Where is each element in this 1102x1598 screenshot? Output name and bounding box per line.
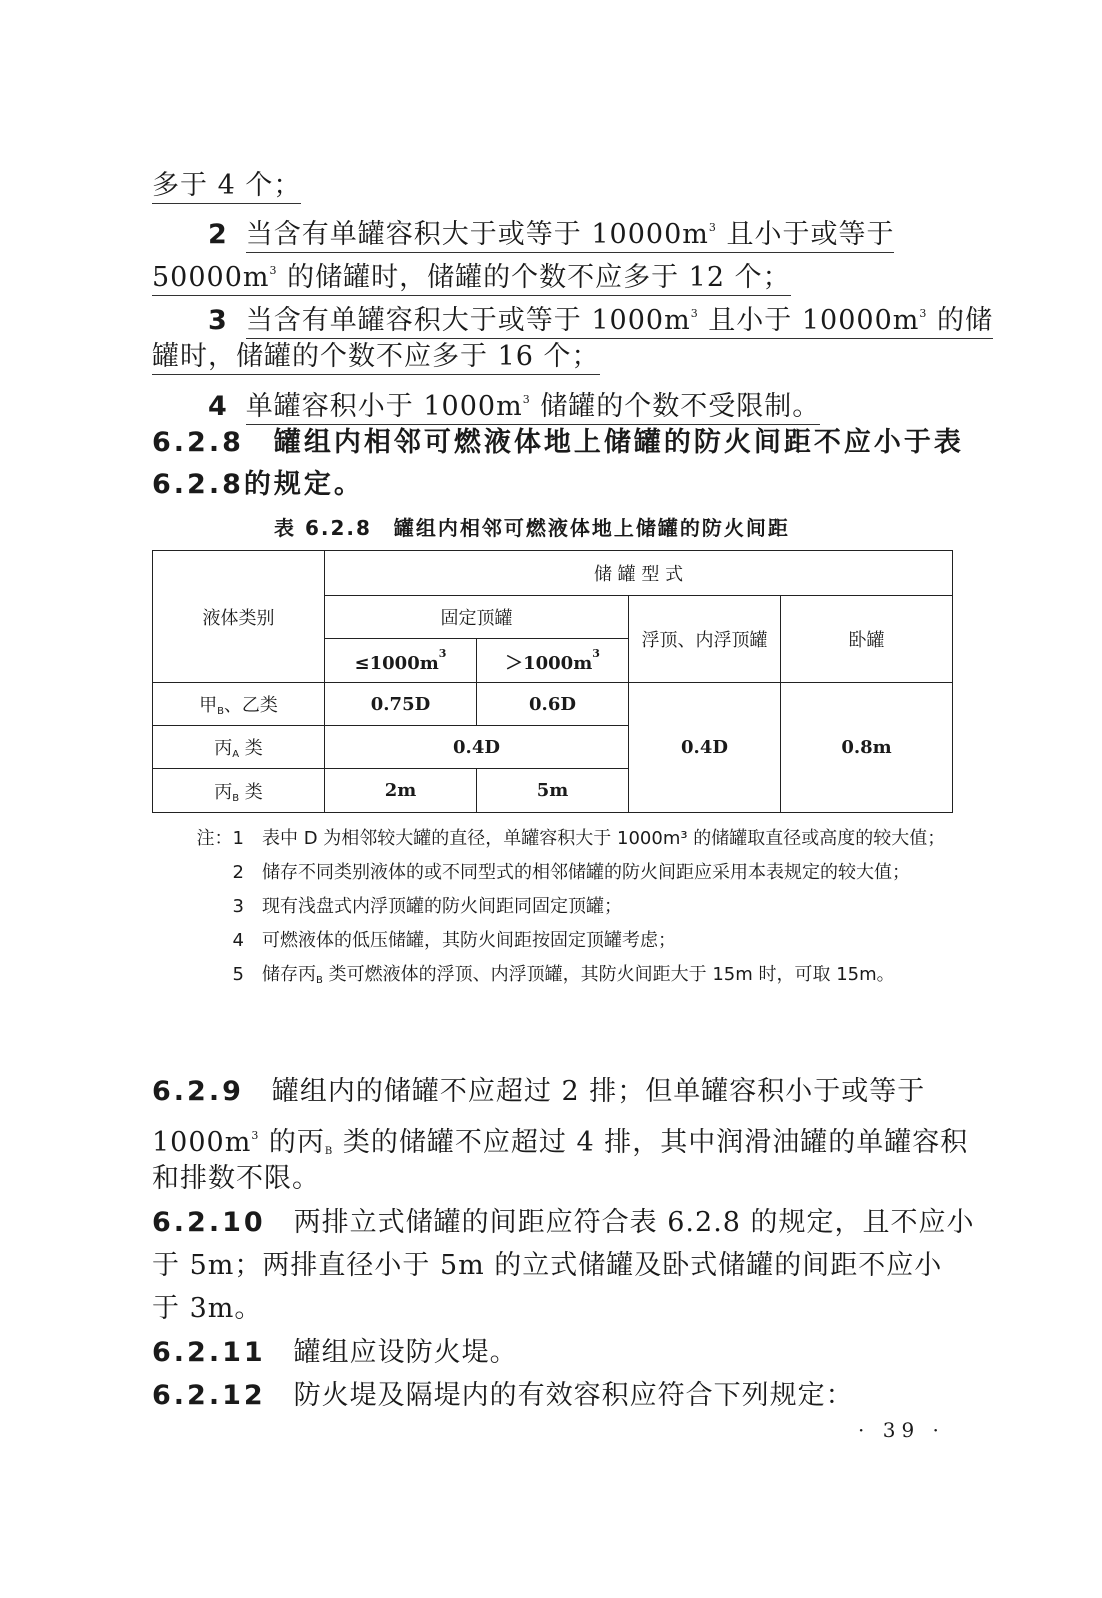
cell-horizontal-value: 0.8m bbox=[781, 683, 953, 813]
note-1: 注：1 表中 D 为相邻较大罐的直径，单罐容积大于 1000m³ 的储罐取直径或高度的较大值； bbox=[196, 828, 946, 849]
clause-6-2-9-line1: 6.2.9 罐组内的储罐不应超过 2 排；但单罐容积小于或等于 bbox=[152, 1076, 926, 1107]
cell-floating-value: 0.4D bbox=[629, 683, 781, 813]
table-notes bbox=[192, 822, 952, 998]
list-item-4: 4 单罐容积小于 $1000m^3$ 储罐的个数不受限制。 bbox=[208, 382, 820, 425]
clause-6-2-10-line2: 于 5m；两排直径小于 5m 的立式储罐及卧式储罐的间距不应小 bbox=[152, 1250, 943, 1281]
list-item-3: 3 当含有单罐容积大于或等于 $1000m^3$ 且小于 $10000m^3$ 的储 bbox=[208, 296, 993, 339]
header-liquid-class: 液体类别 bbox=[153, 551, 325, 683]
clause-6-2-11: 6.2.11 罐组应设防火堤。 bbox=[152, 1337, 518, 1368]
note-4: 4 可燃液体的低压储罐，其防火间距按固定顶罐考虑； bbox=[232, 930, 676, 951]
fire-spacing-table bbox=[152, 550, 953, 813]
cell-r3-gt: 5m bbox=[477, 769, 629, 813]
list-item-3-cont: 罐时，储罐的个数不应多于 16 个； bbox=[152, 339, 600, 375]
item-number: 2 bbox=[208, 219, 228, 250]
note-3: 3 现有浅盘式内浮顶罐的防火间距同固定顶罐； bbox=[232, 896, 622, 917]
clause-6-2-9-line3: 和排数不限。 bbox=[152, 1163, 320, 1194]
table-caption: 表 6.2.8 罐组内相邻可燃液体地上储罐的防火间距 bbox=[274, 516, 790, 540]
row-label-class-c-b: 丙$_B$ 类 bbox=[153, 769, 325, 813]
header-horizontal: 卧罐 bbox=[781, 596, 953, 683]
clause-6-2-9-line2: $1000m^3$ 的丙$_B$ 类的储罐不应超过 4 排，其中润滑油罐的单罐容积 bbox=[152, 1127, 969, 1158]
header-tank-type: 储 罐 型 式 bbox=[325, 551, 953, 596]
header-gt-1000: $>1000m^3$ bbox=[477, 639, 629, 683]
cell-r1-gt: 0.6D bbox=[477, 683, 629, 726]
clause-6-2-12: 6.2.12 防火堤及隔堤内的有效容积应符合下列规定： bbox=[152, 1380, 854, 1411]
clause-6-2-10-line1: 6.2.10 两排立式储罐的间距应符合表 6.2.8 的规定，且不应小 bbox=[152, 1207, 975, 1238]
cell-r2-fixed: 0.4D bbox=[325, 726, 629, 769]
note-2: 2 储存不同类别液体的或不同型式的相邻储罐的防火间距应采用本表规定的较大值； bbox=[232, 862, 910, 883]
list-item-2: 2 当含有单罐容积大于或等于 $10000m^3$ 且小于或等于 bbox=[208, 210, 894, 253]
note-5: 5 储存丙$_B$ 类可燃液体的浮顶、内浮顶罐，其防火间距大于 15m 时，可取 15m。 bbox=[232, 964, 895, 986]
list-continuation bbox=[152, 168, 301, 204]
clause-number: 6.2.9 bbox=[152, 1076, 244, 1107]
clause-number: 6.2.11 bbox=[152, 1337, 266, 1368]
cell-r3-le: 2m bbox=[325, 769, 477, 813]
clause-6-2-8-line1: 6.2.8 罐组内相邻可燃液体地上储罐的防火间距不应小于表 bbox=[152, 427, 964, 458]
clause-number: 6.2.10 bbox=[152, 1207, 266, 1238]
cell-r1-le: 0.75D bbox=[325, 683, 477, 726]
text-line: 多于 4 个； bbox=[152, 170, 301, 204]
row-label-class-a-b: 甲$_B$、乙类 bbox=[153, 683, 325, 726]
item-number: 4 bbox=[208, 391, 228, 422]
header-floating-roof: 浮顶、内浮顶罐 bbox=[629, 596, 781, 683]
header-le-1000: $\le 1000m^3$ bbox=[325, 639, 477, 683]
clause-number: 6.2.12 bbox=[152, 1380, 266, 1411]
page-number: · 39 · bbox=[858, 1418, 945, 1442]
item-number: 3 bbox=[208, 305, 228, 336]
header-fixed-roof: 固定顶罐 bbox=[325, 596, 629, 639]
row-label-class-c-a: 丙$_A$ 类 bbox=[153, 726, 325, 769]
list-item-2-cont: $50000m^3$ 的储罐时，储罐的个数不应多于 12 个； bbox=[152, 253, 791, 296]
page-content bbox=[152, 0, 993, 1598]
clause-6-2-10-line3: 于 3m。 bbox=[152, 1293, 263, 1324]
clause-6-2-8-line2: 6.2.8的规定。 bbox=[152, 469, 364, 500]
